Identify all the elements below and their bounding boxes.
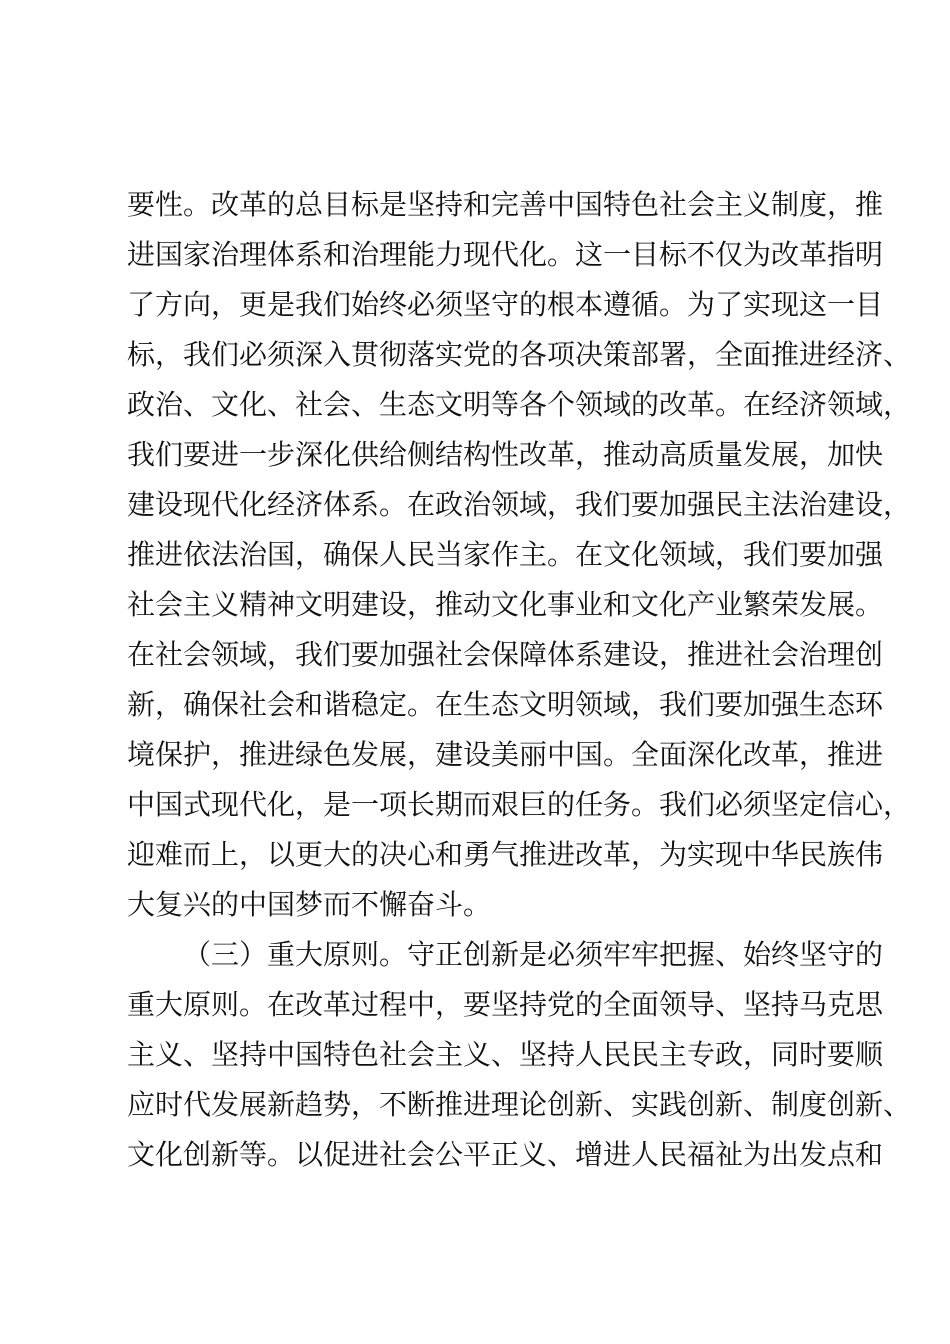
text-line: 主义、坚持中国特色社会主义、坚持人民民主专政，同时要顺 [127,1038,884,1071]
text-line: 社会主义精神文明建设，推动文化事业和文化产业繁荣发展。 [127,588,884,621]
text-line: 在社会领域，我们要加强社会保障体系建设，推进社会治理创 [127,638,884,671]
text-line: 迎难而上，以更大的决心和勇气推进改革，为实现中华民族伟 [127,838,884,871]
text-line: 要性。改革的总目标是坚持和完善中国特色社会主义制度，推 [127,188,884,221]
section-heading-line: （三）重大原则。守正创新是必须牢牢把握、始终坚守的 [183,938,884,971]
text-line: 建设现代化经济体系。在政治领域，我们要加强民主法治建设， [127,488,912,521]
text-line: 新，确保社会和谐稳定。在生态文明领域，我们要加强生态环 [127,688,884,721]
text-line: 了方向，更是我们始终必须坚守的根本遵循。为了实现这一目 [127,288,884,321]
text-line: 应时代发展新趋势，不断推进理论创新、实践创新、制度创新、 [127,1088,912,1121]
text-line: 境保护，推进绿色发展，建设美丽中国。全面深化改革，推进 [127,738,884,771]
text-line: 我们要进一步深化供给侧结构性改革，推动高质量发展，加快 [127,438,884,471]
text-line: 重大原则。在改革过程中，要坚持党的全面领导、坚持马克思 [127,988,884,1021]
text-line: 标，我们必须深入贯彻落实党的各项决策部署，全面推进经济、 [127,338,912,371]
text-line: 中国式现代化，是一项长期而艰巨的任务。我们必须坚定信心， [127,788,912,821]
text-line: 推进依法治国，确保人民当家作主。在文化领域，我们要加强 [127,538,884,571]
text-line: 大复兴的中国梦而不懈奋斗。 [127,888,492,921]
text-line: 文化创新等。以促进社会公平正义、增进人民福祉为出发点和 [127,1138,884,1171]
text-line: 进国家治理体系和治理能力现代化。这一目标不仅为改革指明 [127,238,884,271]
text-line: 政治、文化、社会、生态文明等各个领域的改革。在经济领域， [127,388,912,421]
